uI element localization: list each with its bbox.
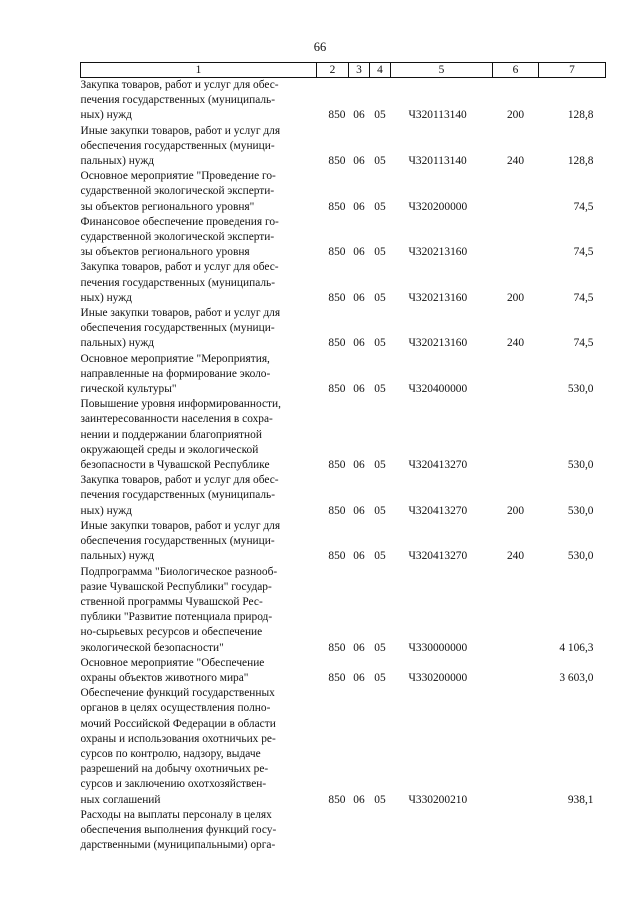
target-item-code: Ч320400000 [408,383,468,396]
expense-type-code [493,352,539,398]
subsection-code: 05 [374,291,386,304]
expense-type-code: 200 [506,504,525,517]
amount: 128,8 [567,109,594,122]
ministry-code: 850 [328,155,346,168]
expense-type-code [493,808,539,854]
ministry-code: 850 [328,793,346,806]
amount: 4 106,3 [559,641,594,654]
row-name-line: сударственной экологической эксперти- [80,185,275,198]
row-name [81,78,317,124]
expense-type-code: 240 [506,337,525,350]
ministry-code: 850 [328,550,346,563]
ministry-code: 850 [328,504,346,517]
row-name-line: гической культуры" [80,383,177,396]
target-item-code: Ч320413270 [408,504,468,517]
row-name-line: публики "Развитие потенциала природ- [80,611,273,624]
row-name-line: сурсов и заключению охотхозяйствен- [80,778,267,791]
table-row [81,352,606,398]
row-name [81,352,317,398]
row-name-line: обеспечения выполнения функций госу- [80,823,277,836]
row-name [81,565,317,656]
expense-type-code [493,656,539,686]
column-header-name: 1 [81,63,317,78]
row-name-line: Основное мероприятие "Мероприятия, [80,352,270,365]
ministry-code: 850 [328,109,346,122]
target-item-code: Ч320113140 [408,109,467,122]
row-name-line: Расходы на выплаты персоналу в целях [80,808,272,821]
ministry-code: 850 [328,459,346,472]
section-code: 06 [353,459,365,472]
row-name-line: охраны и использования охотничьих ре- [80,732,276,745]
row-name-line: заинтересованности населения в сохра- [80,413,273,426]
section-code: 06 [353,200,365,213]
expense-type-code: 200 [506,109,525,122]
row-name-line: но-сырьевых ресурсов и обеспечение [80,626,263,639]
subsection-code: 05 [374,246,386,259]
section-code: 06 [353,504,365,517]
target-item-code: Ч330200000 [408,671,468,684]
target-item-code: Ч330000000 [408,641,468,654]
column-header-amount: 7 [539,63,606,78]
row-name-line: ных соглашений [80,793,161,806]
row-name-line: разие Чувашской Республики" государ- [80,580,272,593]
section-code: 06 [353,155,365,168]
subsection-code: 05 [374,459,386,472]
amount [539,808,606,854]
subsection-code: 05 [374,200,386,213]
table-row [81,124,606,170]
amount: 530,0 [567,504,594,517]
row-name-line: Финансовое обеспечение проведения го- [80,215,279,228]
expense-type-code [493,686,539,808]
subsection-code: 05 [374,793,386,806]
row-name-line: Обеспечение функций государственных [80,687,275,700]
budget-table [80,62,606,853]
table-row [81,397,606,473]
target-item-code [391,808,493,854]
table-row [81,808,606,854]
row-name-line: направленные на формирование эколо- [80,367,271,380]
row-name [81,169,317,215]
row-name-line: Повышение уровня информированности, [80,398,281,411]
subsection-code: 05 [374,671,386,684]
column-header-target-item: 5 [391,63,493,78]
ministry-code: 850 [328,200,346,213]
row-name [81,306,317,352]
target-item-code: Ч320213160 [408,337,468,350]
expense-type-code: 200 [506,291,525,304]
column-header-ministry: 2 [317,63,349,78]
amount: 938,1 [567,793,594,806]
row-name-line: Основное мероприятие "Проведение го- [80,170,276,183]
row-name-line: Иные закупки товаров, работ и услуг для [80,124,281,137]
row-name-line: Основное мероприятие "Обеспечение [80,656,265,669]
row-name-line: Иные закупки товаров, работ и услуг для [80,307,281,320]
expense-type-code [493,565,539,656]
row-name-line: обеспечения государственных (муници- [80,139,275,152]
target-item-code: Ч320200000 [408,200,468,213]
amount: 530,0 [567,383,594,396]
table-row [81,473,606,519]
row-name [81,808,317,854]
row-name-line: ных) нужд [80,109,132,122]
page-number: 66 [313,40,327,54]
amount: 74,5 [573,200,594,213]
row-name-line: обеспечения государственных (муници- [80,535,275,548]
table-row [81,260,606,306]
subsection-code: 05 [374,504,386,517]
amount: 128,8 [567,155,594,168]
row-name [81,519,317,565]
amount: 74,5 [573,291,594,304]
section-code: 06 [353,671,365,684]
row-name-line: органов в целях осуществления полно- [80,702,271,715]
expense-type-code: 240 [506,155,525,168]
table-row [81,656,606,686]
row-name-line: Подпрограмма "Биологическое разнооб- [80,565,278,578]
ministry-code: 850 [328,671,346,684]
row-name [81,656,317,686]
table-row [81,565,606,656]
row-name [81,686,317,808]
target-item-code: Ч330200210 [408,793,468,806]
subsection-code: 05 [374,641,386,654]
expense-type-code [493,215,539,261]
section-code: 06 [353,641,365,654]
subsection-code [370,808,391,854]
row-name-line: мочий Российской Федерации в области [80,717,276,730]
section-code: 06 [353,109,365,122]
expense-type-code [493,397,539,473]
column-header-section: 3 [349,63,370,78]
row-name-line: Закупка товаров, работ и услуг для обес- [80,79,279,91]
table-row [81,169,606,215]
row-name-line: разрешений на добычу охотничьих ре- [80,763,269,776]
target-item-code: Ч320213160 [408,246,468,259]
ministry-code: 850 [328,246,346,259]
section-code: 06 [353,246,365,259]
table-row [81,686,606,808]
row-name-line: безопасности в Чувашской Республике [80,459,270,472]
row-name-line: Закупка товаров, работ и услуг для обес- [80,261,279,274]
target-item-code: Ч320413270 [408,459,468,472]
column-header-expense-type: 6 [493,63,539,78]
row-name-line: пальных) нужд [80,550,155,563]
row-name-line: ных) нужд [80,291,132,304]
expense-type-code [493,169,539,215]
section-code [349,808,370,854]
table-row [81,306,606,352]
row-name-line: печения государственных (муниципаль- [80,276,276,289]
row-name-line: дарственными (муниципальными) орга- [80,839,276,852]
target-item-code: Ч320113140 [408,155,467,168]
ministry-code: 850 [328,383,346,396]
table-row [81,78,606,124]
section-code: 06 [353,291,365,304]
column-header-row [81,63,606,78]
table-row [81,215,606,261]
subsection-code: 05 [374,109,386,122]
subsection-code: 05 [374,155,386,168]
table-row [81,519,606,565]
row-name-line: печения государственных (муниципаль- [80,489,276,502]
target-item-code: Ч320413270 [408,550,468,563]
ministry-code [317,808,349,854]
column-header-subsection: 4 [370,63,391,78]
row-name [81,124,317,170]
amount: 530,0 [567,550,594,563]
row-name-line: сурсов по контролю, надзору, выдаче [80,747,261,760]
row-name-line: экологической безопасности" [80,641,224,654]
ministry-code: 850 [328,291,346,304]
row-name [81,260,317,306]
row-name-line: зы объектов регионального уровня" [80,200,255,213]
section-code: 06 [353,550,365,563]
row-name [81,473,317,519]
row-name-line: пальных) нужд [80,337,155,350]
section-code: 06 [353,337,365,350]
ministry-code: 850 [328,337,346,350]
row-name-line: зы объектов регионального уровня [80,246,250,259]
row-name [81,215,317,261]
row-name-line: сударственной экологической эксперти- [80,231,275,244]
row-name-line: ных) нужд [80,504,132,517]
amount: 530,0 [567,459,594,472]
target-item-code: Ч320213160 [408,291,468,304]
amount: 3 603,0 [559,671,594,684]
amount: 74,5 [573,246,594,259]
row-name-line: печения государственных (муниципаль- [80,94,276,107]
row-name-line: ственной программы Чувашской Рес- [80,595,263,608]
subsection-code: 05 [374,383,386,396]
section-code: 06 [353,793,365,806]
row-name-line: Закупка товаров, работ и услуг для обес- [80,474,279,487]
row-name-line: обеспечения государственных (муници- [80,322,275,335]
subsection-code: 05 [374,337,386,350]
row-name-line: нении и поддержании благоприятной [80,428,262,441]
expense-type-code: 240 [506,550,525,563]
row-name [81,397,317,473]
section-code: 06 [353,383,365,396]
row-name-line: Иные закупки товаров, работ и услуг для [80,519,281,532]
row-name-line: окружающей среды и экологической [80,443,259,456]
amount: 74,5 [573,337,594,350]
row-name-line: охраны объектов животного мира" [80,671,249,684]
row-name-line: пальных) нужд [80,155,155,168]
subsection-code: 05 [374,550,386,563]
table-body [81,78,606,854]
ministry-code: 850 [328,641,346,654]
